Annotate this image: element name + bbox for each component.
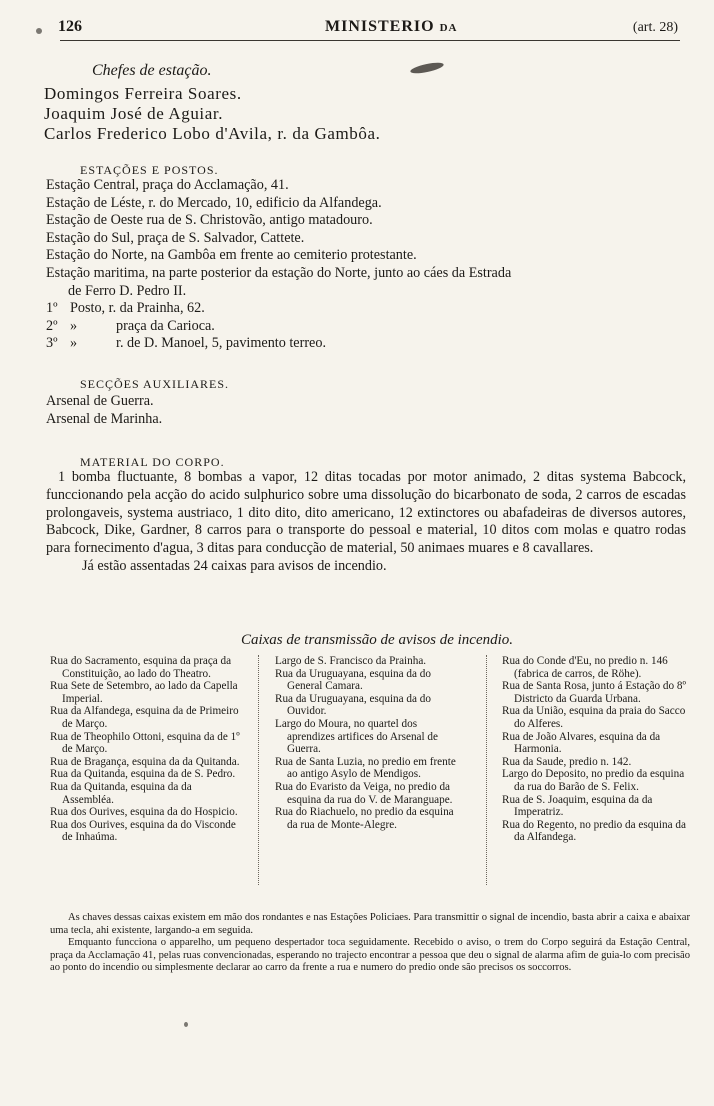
page-number: 126 — [58, 18, 82, 35]
posto-number: 3º — [46, 335, 58, 352]
posto-line — [46, 318, 511, 336]
seccao-item: Arsenal de Marinha. — [46, 410, 163, 427]
posto-line — [46, 335, 511, 353]
posto-line — [46, 300, 511, 318]
estacao-line: Estação do Norte, na Gambôa em frente ao cemiterio protestante. — [46, 247, 417, 264]
caixas-column-2 — [275, 655, 465, 831]
ink-smudge — [184, 1022, 188, 1027]
caixa-location: Rua da União, esquina da praia do Sacco do Alferes. — [502, 705, 686, 730]
chef-name: Joaquim José de Aguiar. — [44, 104, 224, 123]
caixa-location: Rua do Evaristo da Veiga, no predio da esquina da rua do V. de Maranguape. — [275, 780, 453, 806]
material-section — [46, 469, 686, 576]
caixas-column-1 — [50, 655, 240, 844]
caixa-location: Rua de Santa Luzia, no predio em frente ao antigo Asylo de Mendigos. — [275, 755, 456, 781]
footnote-paragraph: As chaves dessas caixas existem em mão dos rondantes e nas Estações Policiaes. Para transmittir o signal de incendio, basta abrir a caixa e abaixar uma tecla, ahi existente, largando-a em seguida. — [50, 912, 690, 936]
material-heading: MATERIAL DO CORPO. — [80, 455, 225, 469]
header-rule — [60, 40, 680, 41]
posto-text: r. de D. Manoel, 5, pavimento terreo. — [116, 335, 326, 352]
chefs-list — [44, 84, 380, 144]
caixa-location: Rua do Regento, no predio da esquina da da Alfandega. — [502, 818, 686, 844]
caixa-location: Largo do Deposito, no predio da esquina da rua do Barão de S. Felix. — [502, 768, 685, 793]
column-divider — [486, 655, 487, 885]
article-ref: (art. 28) — [632, 20, 678, 35]
caixa-location: Rua dos Ourives, esquina da do Hospicio. — [50, 806, 238, 819]
posto-number: 1º — [46, 300, 58, 317]
chef-name: Carlos Frederico Lobo d'Avila, r. da Gambôa. — [44, 124, 381, 143]
footnote-paragraph: Emquanto funcciona o apparelho, um pequeno despertador toca seguidamente. Recebido o aviso, o trem do Corpo seguirá da Estação Central, praça da Acclamação 41, pelas ruas convencionadas, esperando no trajecto encontrar a pessoa que deu o signal de alarma afim de guia-lo com precisão ao ponto do incendio ou simplesmente declarar ao carro da frente a rua e numero do predio onde são precisos os soccorros. — [50, 937, 690, 974]
caixas-title: Caixas de transmissão de avisos de incendio. — [240, 632, 514, 648]
seccao-item: Arsenal de Guerra. — [46, 393, 154, 409]
caixa-location: Rua da Uruguayana, esquina da do Ouvidor. — [275, 692, 431, 718]
estacoes-list — [46, 177, 511, 353]
column-divider — [258, 655, 259, 885]
estacao-line: Estação de Léste, r. do Mercado, 10, edificio da Alfandega. — [46, 194, 382, 211]
page-header — [40, 14, 678, 40]
caixa-location: Rua de Bragança, esquina da da Quitanda. — [50, 755, 240, 768]
estacao-line-cont: de Ferro D. Pedro II. — [68, 282, 187, 299]
caixa-location: Rua do Riachuelo, no predio da esquina da rua de Monte-Alegre. — [275, 806, 454, 831]
caixa-location: Largo de S. Francisco da Prainha. — [275, 655, 427, 667]
caixa-location: Rua dos Ourives, esquina da do Visconde de Inhaúma. — [50, 818, 236, 844]
caixa-location: Rua de Theophilo Ottoni, esquina da de 1º de Março. — [50, 730, 240, 756]
seccoes-heading: SECÇÕES AUXILIARES. — [80, 377, 230, 391]
caixa-location: Rua de Santa Rosa, junto á Estação do 8º Districto da Guarda Urbana. — [502, 680, 686, 705]
running-title: MINISTERIO da — [325, 18, 458, 35]
estacao-line: Estação maritima, na parte posterior da estação do Norte, junto ao cáes da Estrada — [46, 264, 512, 281]
seccoes-list — [46, 393, 162, 428]
caixa-location: Rua do Sacramento, esquina da praça da Constituição, ao lado do Theatro. — [50, 655, 232, 680]
caixa-location: Rua da Quitanda, esquina da da Assembléa. — [50, 780, 192, 806]
caixas-column-3 — [502, 655, 692, 844]
caixa-location: Rua da Quitanda, esquina da de S. Pedro. — [50, 768, 236, 781]
ink-smudge — [410, 61, 445, 76]
posto-text: praça da Carioca. — [116, 317, 215, 334]
estacao-line: Estação do Sul, praça de S. Salvador, Cattete. — [46, 229, 305, 246]
caixa-location: Rua Sete de Setembro, ao lado da Capella Imperial. — [50, 680, 238, 705]
caixa-location: Rua da Saude, predio n. 142. — [502, 755, 632, 768]
material-paragraph: 1 bomba fluctuante, 8 bombas a vapor, 12 ditas tocadas por motor animado, 2 ditas systema Babcock, funccionando pela acção do acido sulphurico sobre uma dissolução do bicarbonato de soda, 2 carros de escadas prolongaveis, systema austriaco, 1 dito dito, dito americano, 12 extinctores ou abafadeiras de diversos autores, Babcock, Dike, Gardner, 8 carros para o transporte do pessoal e material, 10 ditos com molas e quatro rodas para fornecimento d'agua, 3 ditas para conducção de material, 50 animaes muares e 8 cavallares. — [46, 469, 686, 557]
estacao-line: Estação Central, praça do Acclamação, 41. — [46, 177, 289, 193]
caixa-location: Largo do Moura, no quartel dos aprendizes artifices do Arsenal de Guerra. — [275, 717, 438, 756]
estacao-line: Estação de Oeste rua de S. Christovão, antigo matadouro. — [46, 212, 373, 229]
ditto-mark: » — [70, 317, 78, 334]
chef-name: Domingos Ferreira Soares. — [44, 84, 242, 103]
estacoes-heading: ESTAÇÕES E POSTOS. — [80, 163, 219, 177]
caixa-location: Rua da Alfandega, esquina da de Primeiro de Março. — [50, 705, 239, 730]
caixa-location: Rua de João Alvares, esquina da da Harmonia. — [502, 730, 661, 756]
caixa-location: Rua de S. Joaquim, esquina da da Imperatriz. — [502, 793, 653, 819]
ditto-mark: » — [70, 335, 78, 352]
caixa-location: Rua da Uruguayana, esquina da do General Camara. — [275, 667, 431, 693]
ink-smudge — [36, 28, 42, 34]
posto-text: Posto, r. da Prainha, 62. — [70, 300, 205, 317]
material-note: Já estão assentadas 24 caixas para avisos de incendio. — [82, 557, 387, 574]
chefs-title: Chefes de estação. — [92, 62, 212, 79]
footnotes — [50, 912, 690, 975]
caixa-location: Rua do Conde d'Eu, no predio n. 146 (fabrica de carros, de Röhe). — [502, 655, 668, 680]
posto-number: 2º — [46, 317, 58, 334]
